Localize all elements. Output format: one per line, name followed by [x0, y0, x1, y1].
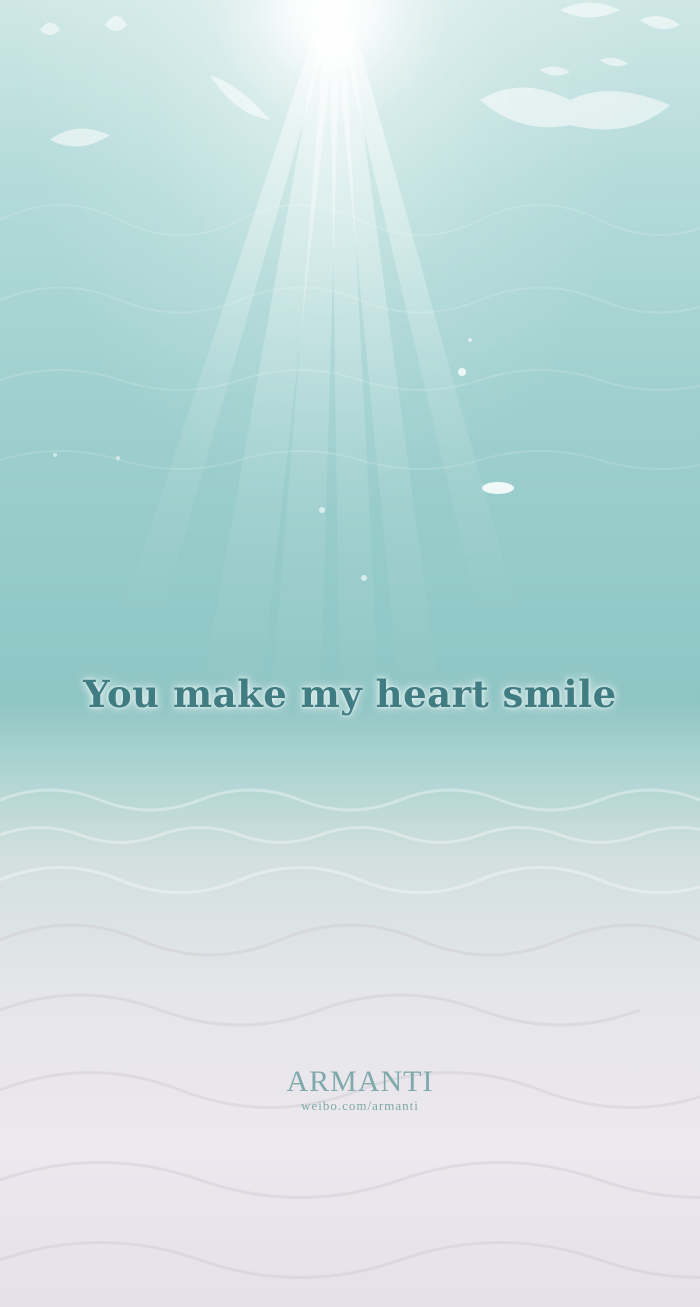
brand-logo: ARMANTI: [286, 1065, 434, 1098]
sandy-seabed: [0, 740, 700, 1307]
brand-handle: weibo.com/armanti: [301, 1098, 419, 1113]
headline-text: You make my heart smile: [83, 672, 617, 716]
brand-watermark: [260, 1066, 460, 1114]
